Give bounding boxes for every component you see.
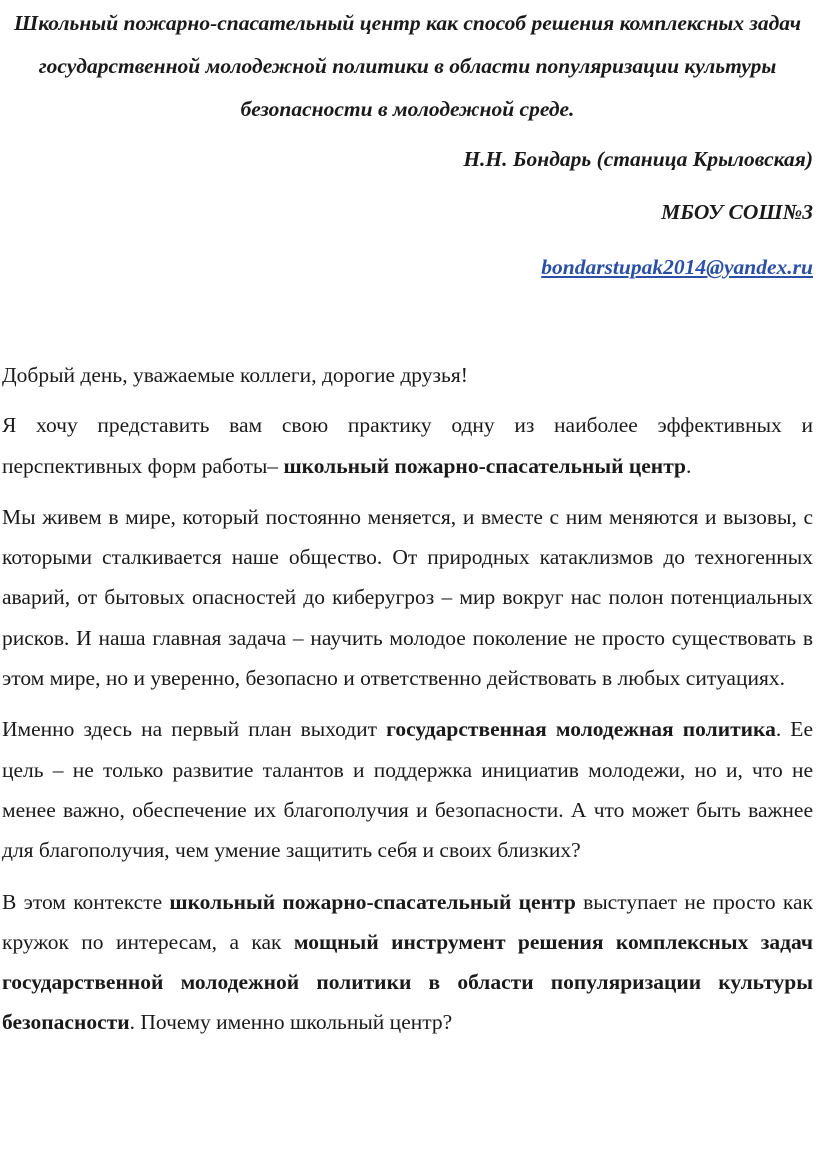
- policy-paragraph: [2, 709, 813, 870]
- policy-highlight: государственная молодежная политика: [386, 717, 776, 742]
- context-text-end: . Почему именно школьный центр?: [129, 1010, 453, 1035]
- intro-text: Я хочу представить вам свою практику одну из наиболее эффективных и перспективных форм работы–: [2, 413, 813, 478]
- school-line: МБОУ СОШ№3: [661, 200, 813, 224]
- policy-text-start: Именно здесь на первый план выходит: [2, 717, 387, 742]
- context-paragraph: [2, 882, 813, 1043]
- context-text-start: В этом контексте: [2, 889, 170, 914]
- context-text-middle: выступает не просто как кружок по интересам, а как: [2, 889, 813, 954]
- intro-end: .: [685, 453, 692, 478]
- world-paragraph: Мы живем в мире, который постоянно меняется, и вместе с ним меняются и вызовы, с которыми сталкивается наше общество. От природных катаклизмов до техногенных аварий, от бытовых опасностей до киберугроз – мир вокруг нас полон потенциальных рисков. И наша главная задача – научить молодое поколение не просто существовать в этом мире, но и уверенно, безопасно и ответственно действовать в любых ситуациях.: [2, 504, 813, 691]
- intro-highlight: школьный пожарно-спасательный центр: [283, 453, 686, 478]
- intro-paragraph: [2, 405, 813, 486]
- policy-text-end: . Ее цель – не только развитие талантов и поддержка инициатив молодежи, но и, что не менее важно, обеспечение их благополучия и безопасности. А что может быть важнее для благополучия, чем умение защитить себя и своих близких?: [2, 717, 813, 863]
- document-title: Школьный пожарно-спасательный центр как способ решения комплексных задач государственной молодежной политики в области популяризации культуры безопасности в молодежной среде.: [13, 11, 802, 121]
- author-line: Н.Н. Бондарь (станица Крыловская): [463, 147, 813, 171]
- email-link[interactable]: bondarstupak2014@yandex.ru: [541, 255, 813, 279]
- email-line: [2, 252, 813, 282]
- context-highlight-tool: мощный инструмент решения комплексных задач государственной молодежной политики в области популяризации культуры безопасности: [2, 929, 813, 1035]
- context-highlight-center: школьный пожарно-спасательный центр: [169, 889, 576, 914]
- greeting-paragraph: Добрый день, уважаемые коллеги, дорогие друзья!: [2, 363, 468, 387]
